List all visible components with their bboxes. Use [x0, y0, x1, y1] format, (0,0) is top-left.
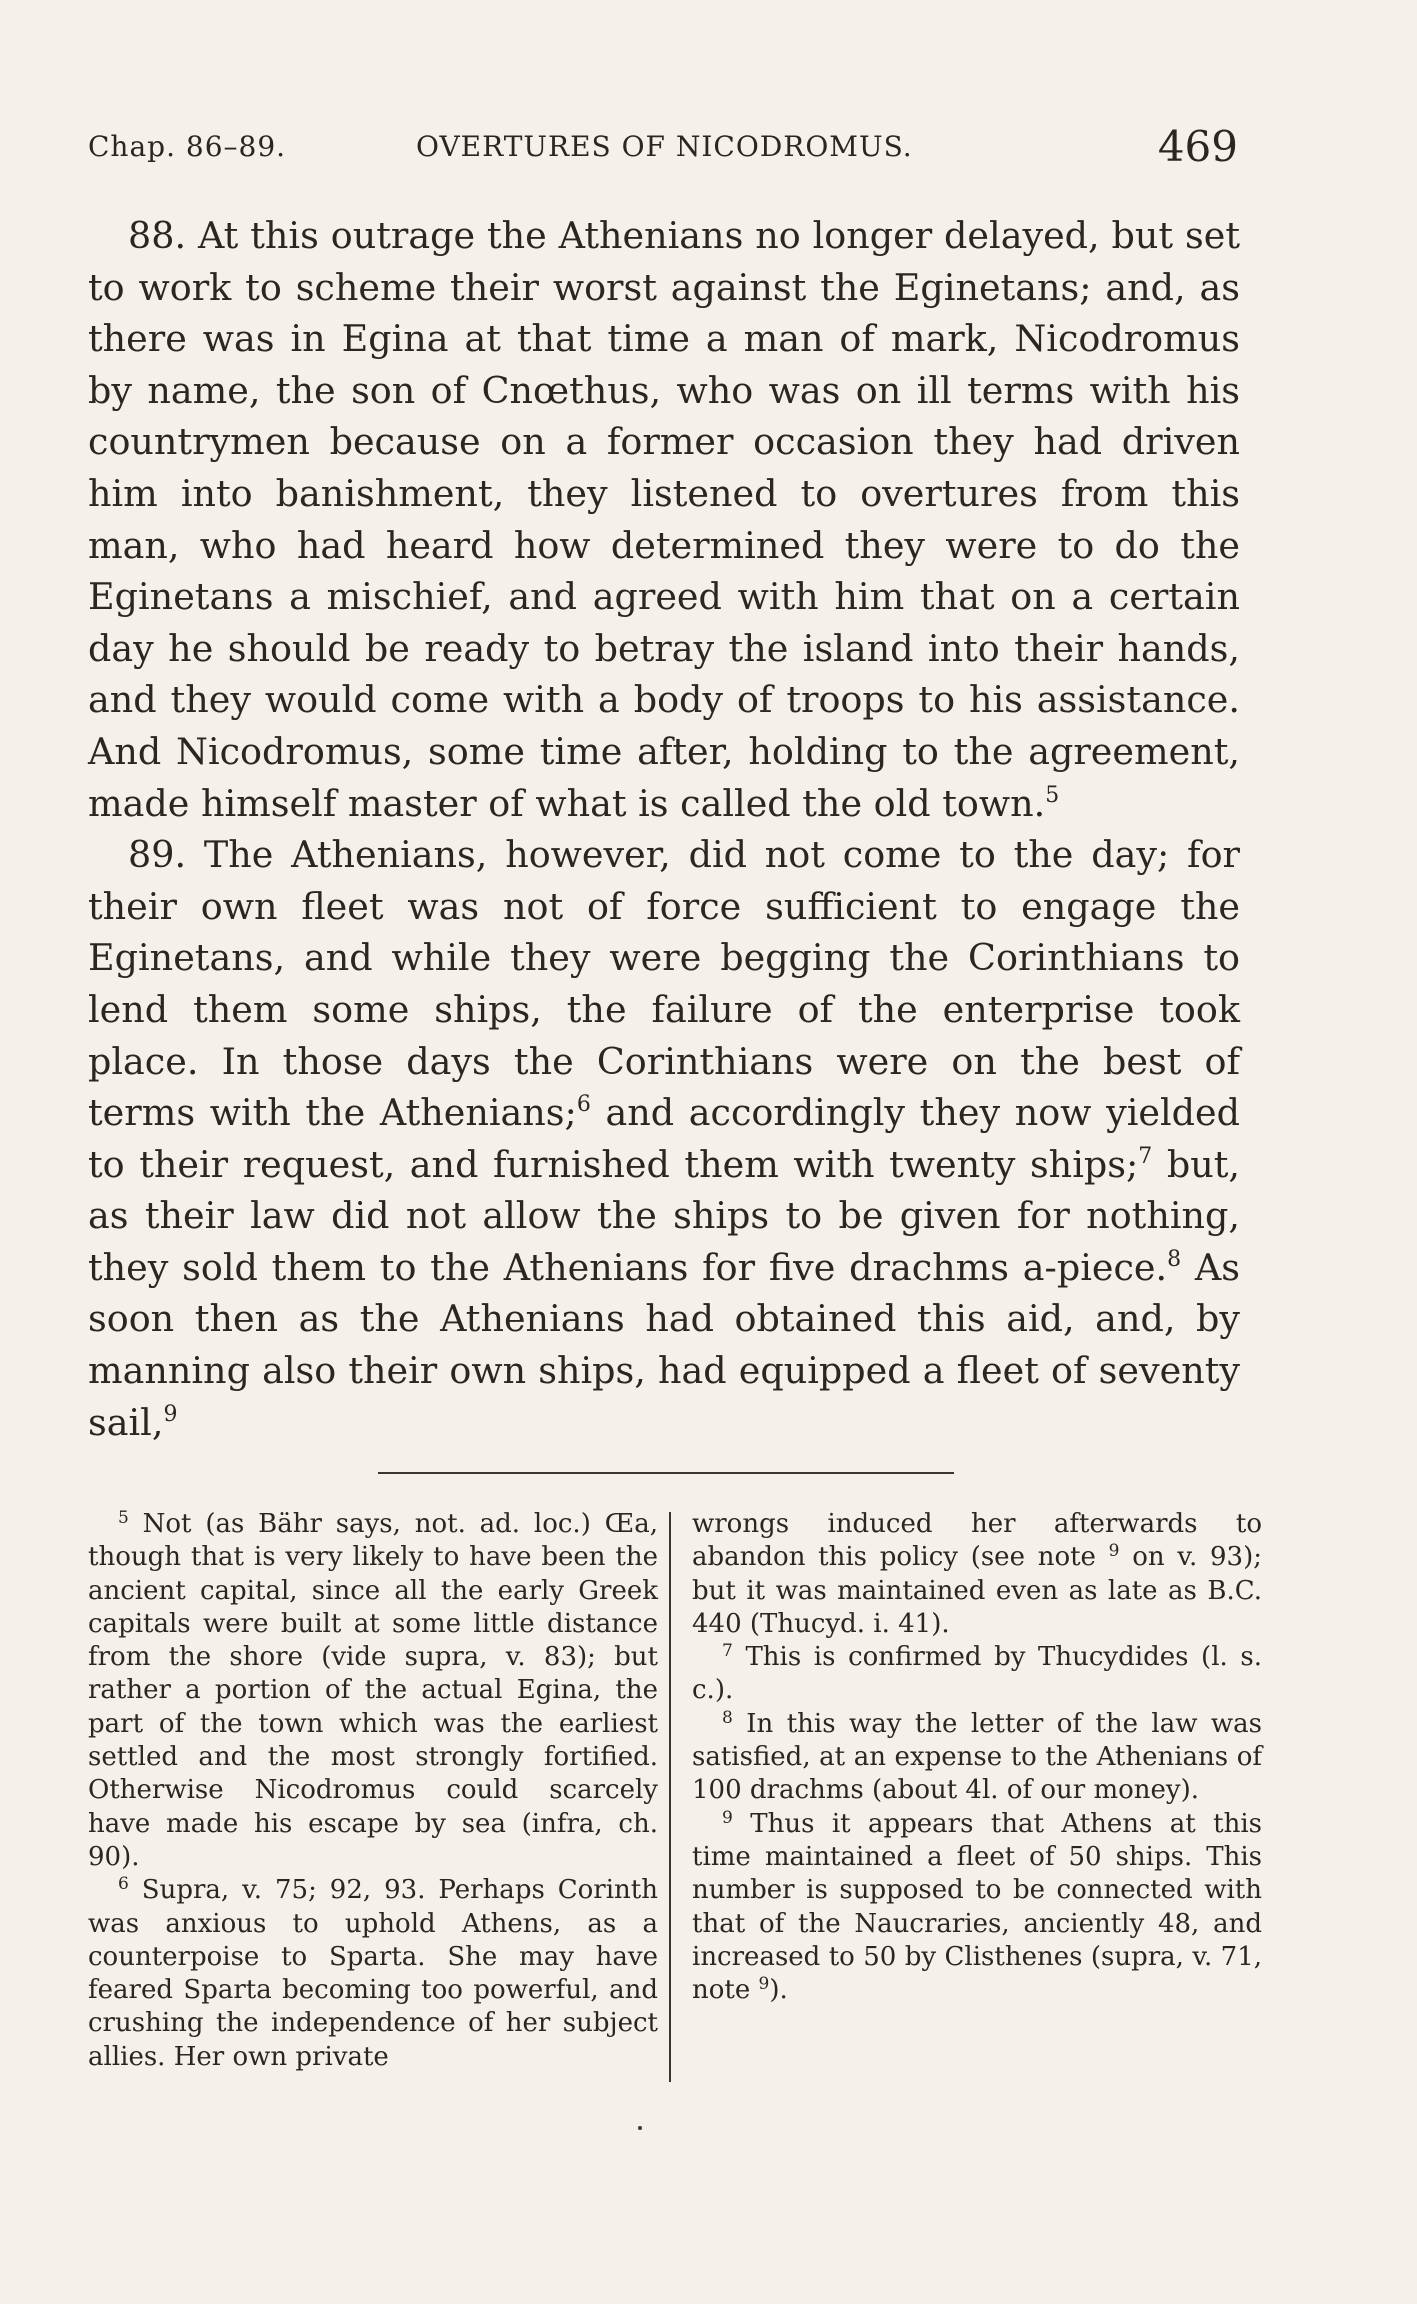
footnote-ref: 6 [576, 1092, 591, 1118]
column-divider [669, 1512, 671, 2082]
running-header [88, 122, 1238, 171]
footnote-5 [88, 1508, 658, 1874]
chapter-range: Chap. 86–89. [88, 130, 287, 163]
footnote-6-continued [692, 1508, 1262, 1641]
running-title: OVERTURES OF NICODROMUS. [416, 130, 913, 163]
print-speck [638, 2126, 642, 2130]
paragraph-text: 89. The Athenians, however, did not come to the day; for their own fleet was not of force sufficient to engage the Eginetans, and while they were begging the Corinthians to lend them some ships, the failure of the enterprise took place. In those days the Corinthians were on the best of terms with the Athenians; [88, 833, 1240, 1135]
footnote-separator [378, 1472, 954, 1474]
page-number: 469 [1157, 122, 1238, 171]
footnote-text: This is confirmed by Thucydides (l. s. c.). [692, 1642, 1262, 1706]
footnote-7 [692, 1641, 1262, 1708]
footnote-mark: 9 [758, 1974, 770, 1995]
footnote-ref: 9 [163, 1401, 178, 1427]
footnotes-left-column [88, 1508, 658, 2074]
footnote-ref: 8 [1167, 1246, 1182, 1272]
footnotes-right-column [692, 1508, 1262, 2007]
footnote-mark: 9 [722, 1807, 733, 1828]
footnote-8 [692, 1708, 1262, 1808]
footnote-text: on v. 93); but it was maintained even as late as B.C. 440 (Thucyd. i. 41). [692, 1542, 1262, 1639]
paragraph-text: but, as their law did not allow the ships to be given for nothing, they sold them to the Athenians for five drachms a-piece. [88, 1142, 1240, 1289]
footnote-mark: 8 [722, 1707, 733, 1728]
paragraph-text: As soon then as the Athenians had obtained this aid, and, by manning also their own ships, had equipped a fleet of seventy sail, [88, 1245, 1240, 1444]
paragraph-text: and accordingly they now yielded to their request, and furnished them with twenty ships; [88, 1091, 1240, 1186]
footnote-mark: 6 [118, 1874, 129, 1895]
footnote-text: ). [769, 1975, 788, 2006]
footnote-text: Thus it appears that Athens at this time maintained a fleet of 50 ships. This number is supposed to be connected with that of the Naucraries, anciently 48, and increased to 50 by Clisthenes (supra, v. 71, note [692, 1808, 1262, 2006]
footnote-6 [88, 1874, 658, 2074]
paragraph-89 [88, 829, 1240, 1448]
footnote-ref: 5 [1045, 782, 1060, 808]
footnote-9 [692, 1808, 1262, 2008]
paragraph-88 [88, 210, 1240, 829]
paragraph-text: 88. At this outrage the Athenians no longer delayed, but set to work to scheme their worst against the Eginetans; and, as there was in Egina at that time a man of mark, Nicodromus by name, the son of Cnœthus, who was on ill terms with his countrymen because on a former occasion they had driven him into banishment, they listened to overtures from this man, who had heard how determined they were to do the Eginetans a mischief, and agreed with him that on a certain day he should be ready to betray the island into their hands, and they would come with a body of troops to his assistance. And Nicodromus, some time after, holding to the agreement, made himself master of what is called the old town. [88, 214, 1240, 825]
footnote-text: Supra, v. 75; 92, 93. Perhaps Corinth was anxious to uphold Athens, as a counterpoise to Sparta. She may have feared Sparta becoming too powerful, and crushing the independence of her subject allies. Her own private [88, 1875, 658, 2072]
main-text [88, 210, 1240, 1448]
footnote-text: In this way the letter of the law was satisfied, at an expense to the Athenians of 100 drachms (about 4l. of our money). [692, 1708, 1262, 1806]
footnote-text: Not (as Bähr says, not. ad. loc.) Œa, though that is very likely to have been the ancient capital, since all the early Greek capitals were built at some little distance from the shore (vide supra, v. 83); but rather a portion of the actual Egina, the part of the town which was the earliest settled and the most strongly fortified. Otherwise Nicodromus could scarcely have made his escape by sea (infra, ch. 90). [88, 1509, 658, 1872]
footnote-mark: 5 [118, 1508, 129, 1528]
footnote-mark: 9 [1108, 1541, 1120, 1562]
footnote-text: wrongs induced her afterwards to abandon this policy (see note [692, 1509, 1262, 1573]
footnote-ref: 7 [1138, 1143, 1153, 1169]
footnote-mark: 7 [722, 1641, 733, 1662]
